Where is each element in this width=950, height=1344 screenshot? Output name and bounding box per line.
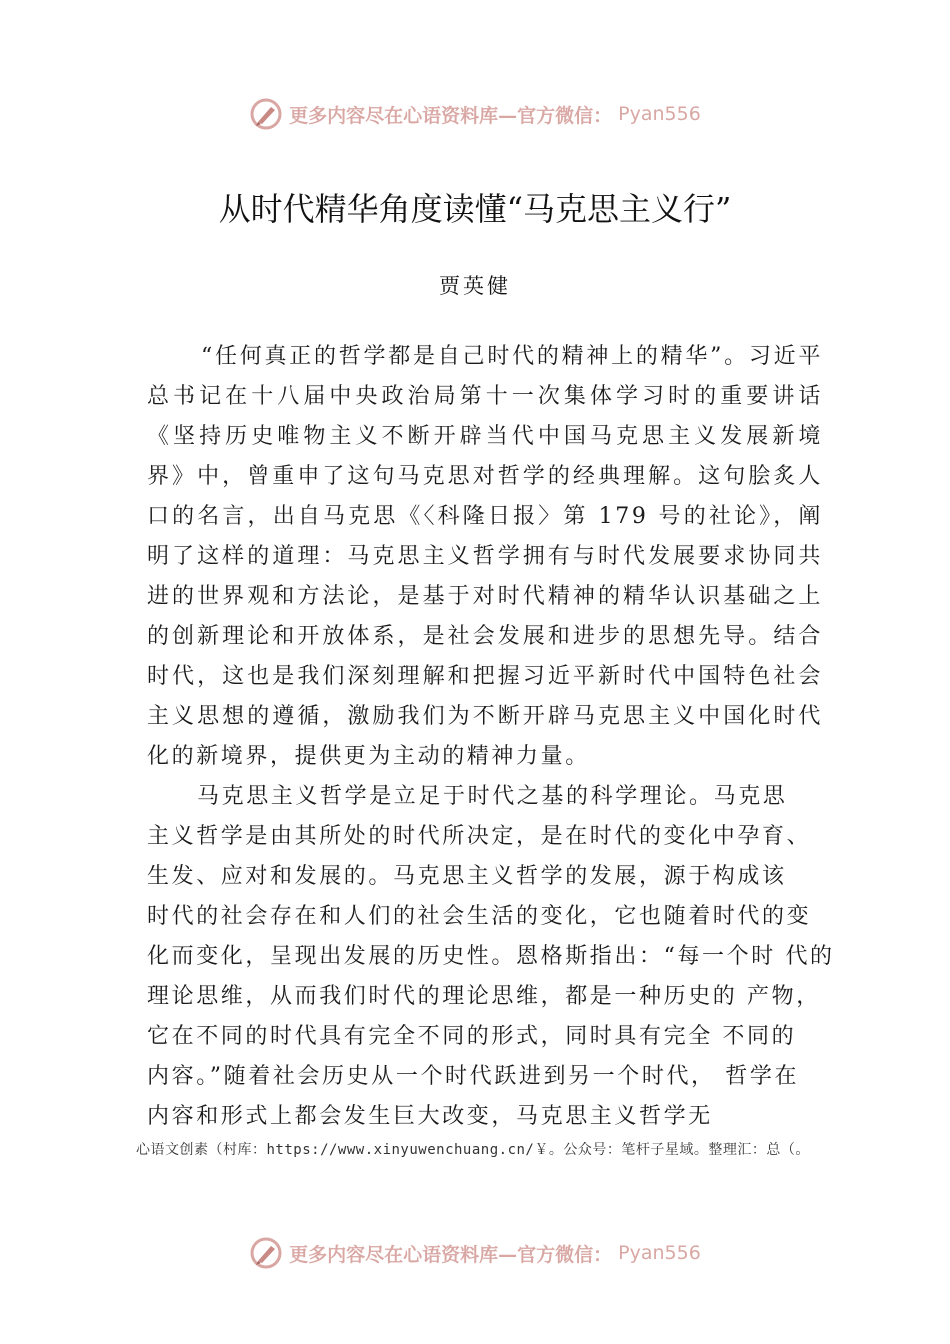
paragraph-2-line: 主义哲学是由其所处的时代所决定，是在时代的变化中孕育、 <box>147 824 812 849</box>
paragraph-2-line: 内容。”随着社会历史从一个时代跃进到另一个时代， 哲学在 <box>147 1064 800 1089</box>
banner-text: 更多内容尽在心语资料库—官方微信： <box>289 1243 613 1266</box>
document-author: 贾英健 <box>439 274 511 298</box>
paragraph-1: “任何真正的哲学都是自己时代的精神上的精华”。习近平总书记在十八届中央政治局第十一次集体学习时的重要讲话《坚持历史唯物主义不断开辟当代中国马克思主义发展新境界》中，曾重申了这句马克思对哲学的经典理解。这句脍炙人口的名言，出自马克思《〈科隆日报〉第 179 号的社论》，阐明了这样的道理：马克思主义哲学拥有与时代发展要求协同共进的世界观和方法论，是基于对时代精神的精华认识基础之上的创新理论和开放体系，是社会发展和进步的思想先导。结合时代，这也是我们深刻理解和把握习近平新时代中国特色社会主义思想的遵循，激励我们为不断开辟马克思主义中国化时代化的新境界，提供更为主动的精神力量。 <box>147 344 823 769</box>
header-banner <box>0 94 950 134</box>
paragraph-2-line: 马克思主义哲学是立足于时代之基的科学理论。马克思 <box>197 784 788 809</box>
paragraph-2-line: 理论思维，从而我们时代的理论思维，都是一种历史的 产物， <box>147 984 821 1009</box>
document-title: 从时代精华角度读懂“马克思主义行” <box>218 190 732 228</box>
footer-banner <box>0 1233 950 1273</box>
pen-logo-icon <box>249 1236 283 1270</box>
paragraph-2-line: 它在不同的时代具有完全不同的形式，同时具有完全 不同的 <box>147 1024 797 1049</box>
footnote: 心语文创素（村库：https://www.xinyuwenchuang.cn/￥。公众号：笔杆子星域。整理汇：总（。 <box>136 1142 810 1158</box>
banner-text: 更多内容尽在心语资料库—官方微信： <box>289 104 613 127</box>
paragraph-2-line: 时代的社会存在和人们的社会生活的变化，它也随着时代的变 <box>147 904 812 929</box>
paragraph-2-line: 化而变化，呈现出发展的历史性。恩格斯指出：“每一个时 代的 <box>147 944 835 969</box>
paragraph-2-line: 内容和形式上都会发生巨大改变，马克思主义哲学无 <box>147 1104 713 1129</box>
banner-wechat-id: Pyan556 <box>618 1242 701 1264</box>
paragraph-2-line: 生发、应对和发展的。马克思主义哲学的发展，源于构成该 <box>147 864 787 889</box>
pen-logo-icon <box>249 97 283 131</box>
banner-wechat-id: Pyan556 <box>618 103 701 125</box>
